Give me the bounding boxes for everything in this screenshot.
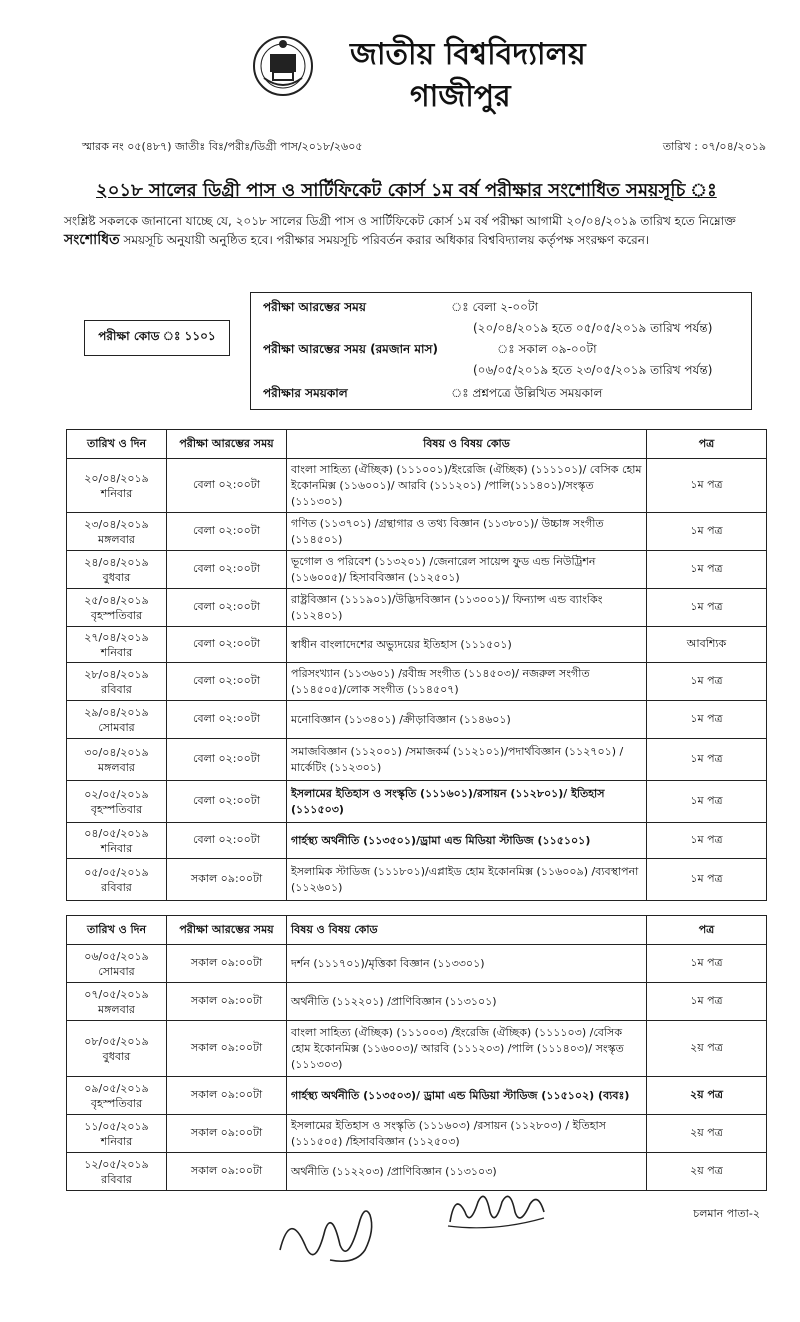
subject-cell: পরিসংখ্যান (১১৩৬০১) /রবীন্দ্র সংগীত (১১৪৫০৩)/ নজরুল সংগীত (১১৪৫০৫)/লোক সংগীত (১১৪৫০৭) [287,663,647,701]
university-logo [252,32,314,98]
day: বৃহস্পতিবার [90,608,143,622]
date: ২৩/০৪/২০১৯ [84,517,149,531]
header-subject: বিষয় ও বিষয় কোড [287,916,647,945]
date: ২৭/০৪/২০১৯ [84,630,149,644]
paper-cell: ১ম পত্র [647,551,767,589]
time-cell: বেলা ০২:০০টা [167,627,287,663]
date-cell [67,859,167,901]
table-row [67,983,767,1021]
header-date: তারিখ ও দিন [67,430,167,459]
day: সোমবার [98,720,135,734]
subject-cell: অর্থনীতি (১১২২০৩) /প্রাণিবিজ্ঞান (১১৩১০৩) [287,1153,647,1191]
table-row [67,589,767,627]
table-row [67,945,767,983]
date: ২৪/০৪/২০১৯ [84,555,149,569]
date: ০৮/০৫/২০১৯ [84,1034,149,1048]
date: ০২/০৫/২০১৯ [84,787,149,801]
subject-cell: দর্শন (১১১৭০১)/মৃত্তিকা বিজ্ঞান (১১৩৩০১) [287,945,647,983]
paper-cell: ১ম পত্র [647,701,767,739]
intro-bold-word: সংশোধিত [64,232,120,248]
exam-time-box [250,292,752,410]
date: ০৪/০৫/২০১৯ [84,826,149,840]
date: ০৬/০৫/২০১৯ [84,949,149,963]
start-time-value: ঃ বেলা ২-০০টা [451,300,538,314]
date: ২৫/০৪/২০১৯ [84,593,149,607]
paper-cell: ১ম পত্র [647,983,767,1021]
table-row [67,627,767,663]
day: বৃহস্পতিবার [90,802,143,816]
time-cell: সকাল ০৯:০০টা [167,945,287,983]
start-time-label: পরীক্ষা আরম্ভের সময় [263,300,366,314]
date: ০৯/০৫/২০১৯ [84,1081,149,1095]
table-row [67,701,767,739]
paper-cell: ২য় পত্র [647,1021,767,1077]
time-cell: সকাল ০৯:০০টা [167,1115,287,1153]
date: ২৯/০৪/২০১৯ [84,705,149,719]
ramadan-time-range: (০৬/০৫/২০১৯ হতে ২৩/০৫/২০১৯ তারিখ পর্যন্ত) [473,363,713,377]
table-row [67,551,767,589]
university-city: গাজীপুর [410,79,511,114]
university-name: জাতীয় বিশ্ববিদ্যালয় [350,37,586,72]
date: ১২/০৫/২০১৯ [84,1157,149,1171]
day: মঙ্গলবার [98,760,135,774]
day: শনিবার [100,486,133,500]
table-row [67,739,767,781]
memo-date: তারিখ : ০৭/০৪/২০১৯ [662,140,766,153]
day: শনিবার [100,841,133,855]
time-cell: বেলা ০২:০০টা [167,663,287,701]
table-row [67,859,767,901]
paper-cell: আবশ্যিক [647,627,767,663]
date-cell [67,459,167,513]
continued-page-note: চলমান পাতা-২ [693,1207,760,1220]
intro-text-2: সময়সূচি অনুযায়ী অনুষ্ঠিত হবে। পরীক্ষার সময়সূচি পরিবর্তন করার অধিকার বিশ্ববিদ্যালয় কর্তৃপক্ষ সংরক্ষণ করেন। [123,233,650,247]
subject-cell: ইসলামিক স্টাডিজ (১১১৮০১)/এপ্লাইড হোম ইকোনমিক্স (১১৬০০৯) /ব্যবস্থাপনা (১১২৬০১) [287,859,647,901]
paper-cell: ১ম পত্র [647,781,767,823]
date-cell [67,551,167,589]
subject-cell: ইসলামের ইতিহাস ও সংস্কৃতি (১১১৬০১)/রসায়ন (১১২৮০১)/ ইতিহাস (১১১৫০৩) [287,781,647,823]
subject-cell: বাংলা সাহিত্য (ঐচ্ছিক) (১১১০০৩) /ইংরেজি (ঐচ্ছিক) (১১১১০৩) /বেসিক হোম ইকোনমিক্স (১১৬০০৩)/ আরবি (১১১২০৩) /পালি (১১১৪০৩)/ সংস্কৃত (১১১৩০৩) [287,1021,647,1077]
header-time: পরীক্ষা আরম্ভের সময় [167,916,287,945]
date-cell [67,983,167,1021]
start-time-range: (২০/০৪/২০১৯ হতে ০৫/০৫/২০১৯ তারিখ পর্যন্ত) [473,321,713,335]
header-paper: পত্র [647,916,767,945]
paper-cell: ১ম পত্র [647,589,767,627]
table-row [67,1153,767,1191]
time-cell: বেলা ০২:০০টা [167,781,287,823]
paper-cell: ১ম পত্র [647,459,767,513]
date-cell [67,1115,167,1153]
subject-cell: বাংলা সাহিত্য (ঐচ্ছিক) (১১১০০১)/ইংরেজি (ঐচ্ছিক) (১১১১০১)/ বেসিক হোম ইকোনমিক্স (১১৬০০১)/ আরবি (১১১২০১) /পালি(১১১৪০১)/সংস্কৃত (১১১৩০১) [287,459,647,513]
date-cell [67,663,167,701]
table-row [67,1077,767,1115]
day: রবিবার [101,880,132,894]
day: সোমবার [98,964,135,978]
ramadan-time-label: পরীক্ষা আরম্ভের সময় (রমজান মাস) [263,342,438,356]
date: ০৭/০৫/২০১৯ [84,987,149,1001]
paper-cell: ১ম পত্র [647,945,767,983]
date: ৩০/০৪/২০১৯ [84,745,149,759]
day: শনিবার [100,1134,133,1148]
schedule-table-1 [66,429,767,901]
notice-intro [64,212,764,250]
day: রবিবার [101,1172,132,1186]
day: মঙ্গলবার [98,532,135,546]
header-paper: পত্র [647,430,767,459]
duration-value: ঃ প্রশ্নপত্রে উল্লিখিত সময়কাল [451,386,603,400]
date-cell [67,739,167,781]
date: ২০/০৪/২০১৯ [84,471,149,485]
time-cell: বেলা ০২:০০টা [167,459,287,513]
table-row [67,1021,767,1077]
paper-cell: ১ম পত্র [647,663,767,701]
signature-2 [440,1182,550,1242]
header-time: পরীক্ষা আরম্ভের সময় [167,430,287,459]
date-cell [67,945,167,983]
time-cell: বেলা ০২:০০টা [167,513,287,551]
time-cell: সকাল ০৯:০০টা [167,983,287,1021]
subject-cell: স্বাধীন বাংলাদেশের অভ্যুদয়ের ইতিহাস (১১১৫০১) [287,627,647,663]
paper-cell: ২য় পত্র [647,1115,767,1153]
date-cell [67,513,167,551]
duration-label: পরীক্ষার সময়কাল [263,386,348,400]
table-row [67,781,767,823]
time-cell: সকাল ০৯:০০টা [167,859,287,901]
time-cell: সকাল ০৯:০০টা [167,1153,287,1191]
day: শনিবার [100,645,133,659]
subject-cell: ভূগোল ও পরিবেশ (১১৩২০১) /জেনারেল সায়েন্স ফুড এন্ড নিউট্রিশন (১১৬০০৫)/ হিসাববিজ্ঞান (১১২৫০১) [287,551,647,589]
table-row [67,513,767,551]
subject-cell: গার্হস্থ্য অর্থনীতি (১১৩৫০৩)/ ড্রামা এন্ড মিডিয়া স্টাডিজ (১১৫১০২) (ব্যবঃ) [287,1077,647,1115]
date-cell [67,1153,167,1191]
date-cell [67,823,167,859]
date-cell [67,1077,167,1115]
date-cell [67,701,167,739]
paper-cell: ১ম পত্র [647,739,767,781]
date: ১১/০৫/২০১৯ [84,1119,149,1133]
paper-cell: ২য় পত্র [647,1077,767,1115]
paper-cell: ১ম পত্র [647,859,767,901]
time-cell: সকাল ০৯:০০টা [167,1077,287,1115]
paper-cell: ২য় পত্র [647,1153,767,1191]
day: বুধবার [102,570,131,584]
intro-text-1: সংশ্লিষ্ট সকলকে জানানো যাচ্ছে যে, ২০১৮ সালের ডিগ্রী পাস ও সার্টিফিকেট কোর্স ১ম বর্ষ পরীক্ষা আগামী ২০/০৪/২০১৯ তারিখ হতে নিম্নোক্ত [64,214,736,228]
time-cell: বেলা ০২:০০টা [167,701,287,739]
day: বুধবার [102,1049,131,1063]
signature-1 [270,1190,390,1280]
date-cell [67,627,167,663]
table-header-row [67,916,767,945]
table-header-row [67,430,767,459]
date-cell [67,589,167,627]
table-row [67,663,767,701]
subject-cell: সমাজবিজ্ঞান (১১২০০১) /সমাজকর্ম (১১২১০১)/পদার্থবিজ্ঞান (১১২৭০১) /মার্কেটিং (১১২৩০১) [287,739,647,781]
notice-title: ২০১৮ সালের ডিগ্রী পাস ও সার্টিফিকেট কোর্স ১ম বর্ষ পরীক্ষার সংশোধিত সময়সূচি ঃ [96,180,717,201]
day: মঙ্গলবার [98,1002,135,1016]
day: বৃহস্পতিবার [90,1096,143,1110]
table-row [67,1115,767,1153]
day: রবিবার [101,682,132,696]
header-subject: বিষয় ও বিষয় কোড [287,430,647,459]
date: ২৮/০৪/২০১৯ [84,667,149,681]
subject-cell: মনোবিজ্ঞান (১১৩৪০১) /ক্রীড়াবিজ্ঞান (১১৪৬০১) [287,701,647,739]
date: ০৫/০৫/২০১৯ [84,865,149,879]
subject-cell: গার্হস্থ্য অর্থনীতি (১১৩৫০১)/ড্রামা এন্ড মিডিয়া স্টাডিজ (১১৫১০১) [287,823,647,859]
table-row [67,823,767,859]
exam-code-box: পরীক্ষা কোড ঃ ১১০১ [84,320,230,356]
date-cell [67,781,167,823]
memo-number: স্মারক নং ০৫(৪৮৭) জাতীঃ বিঃ/পরীঃ/ডিগ্রী পাস/২০১৮/২৬০৫ [82,140,363,153]
paper-cell: ১ম পত্র [647,823,767,859]
table-row [67,459,767,513]
time-cell: বেলা ০২:০০টা [167,589,287,627]
paper-cell: ১ম পত্র [647,513,767,551]
schedule-table-2 [66,915,767,1191]
subject-cell: গণিত (১১৩৭০১) /গ্রন্থাগার ও তথ্য বিজ্ঞান (১১৩৮০১)/ উচ্চাঙ্গ সংগীত (১১৪৫০১) [287,513,647,551]
subject-cell: ইসলামের ইতিহাস ও সংস্কৃতি (১১১৬০৩) /রসায়ন (১১২৮০৩) / ইতিহাস (১১১৫০৫) /হিসাববিজ্ঞান (১১২৫০৩) [287,1115,647,1153]
time-cell: বেলা ০২:০০টা [167,823,287,859]
ramadan-time-value: ঃ সকাল ০৯-০০টা [497,342,597,356]
time-cell: সকাল ০৯:০০টা [167,1021,287,1077]
time-cell: বেলা ০২:০০টা [167,551,287,589]
subject-cell: অর্থনীতি (১১২২০১) /প্রাণিবিজ্ঞান (১১৩১০১) [287,983,647,1021]
header-date: তারিখ ও দিন [67,916,167,945]
time-cell: বেলা ০২:০০টা [167,739,287,781]
date-cell [67,1021,167,1077]
subject-cell: রাষ্ট্রবিজ্ঞান (১১১৯০১)/উদ্ভিদবিজ্ঞান (১১৩০০১)/ ফিন্যান্স এন্ড ব্যাংকিং (১১২৪০১) [287,589,647,627]
